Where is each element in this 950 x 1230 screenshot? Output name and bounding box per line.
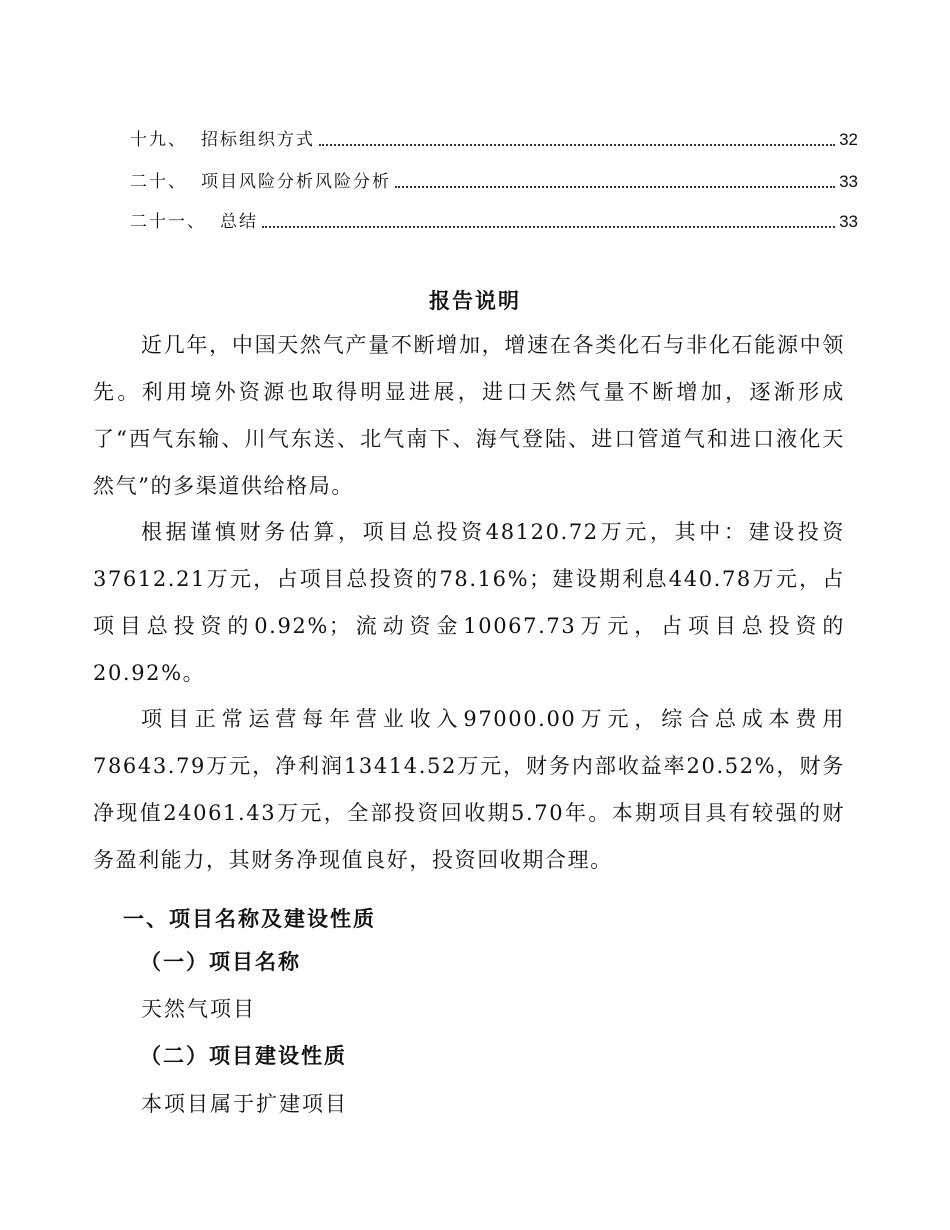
subsection-title-nature: （二）项目建设性质: [140, 1043, 347, 1068]
project-nature: 本项目属于扩建项目: [141, 1092, 348, 1116]
toc-entry[interactable]: [130, 167, 858, 193]
toc-entry-number: 二十、: [130, 172, 187, 192]
report-heading: 报告说明: [429, 288, 521, 313]
project-name: 天然气项目: [141, 997, 256, 1021]
toc-entry-number: 十九、: [130, 130, 187, 150]
toc-entry-title: 招标组织方式: [201, 130, 315, 150]
toc-entry[interactable]: [130, 125, 858, 151]
toc-leader-dots: [262, 226, 835, 228]
toc-leader-dots: [319, 144, 835, 146]
toc-leader-dots: [395, 186, 835, 188]
subsection-title-name: （一）项目名称: [140, 949, 301, 974]
report-paragraph-2: 根据谨慎财务估算，项目总投资48120.72万元，其中：建设投资37612.21万元，占项目总投资的78.16%；建设期利息440.78万元，占项目总投资的0.92%；流动资金10067.73万元，占项目总投资的20.92%。: [93, 520, 845, 685]
section-title: 一、项目名称及建设性质: [123, 906, 376, 931]
toc-entry-page: 33: [839, 212, 858, 231]
toc-entry-page: 33: [839, 172, 858, 191]
toc-entry-title: 总结: [220, 212, 258, 232]
toc-entry-number: 二十一、: [130, 212, 206, 232]
toc-entry-title: 项目风险分析风险分析: [201, 172, 391, 192]
toc-entry-page: 32: [839, 130, 858, 149]
toc-entry[interactable]: [130, 207, 858, 233]
report-paragraph-1: 近几年，中国天然气产量不断增加，增速在各类化石与非化石能源中领先。利用境外资源也取得明显进展，进口天然气量不断增加，逐渐形成了“西气东输、川气东送、北气南下、海气登陆、进口管道气和进口液化天然气”的多渠道供给格局。: [93, 333, 845, 498]
report-paragraph-3: 项目正常运营每年营业收入97000.00万元，综合总成本费用78643.79万元，净利润13414.52万元，财务内部收益率20.52%，财务净现值24061.43万元，全部投资回收期5.70年。本期项目具有较强的财务盈利能力，其财务净现值良好，投资回收期合理。: [93, 707, 845, 872]
